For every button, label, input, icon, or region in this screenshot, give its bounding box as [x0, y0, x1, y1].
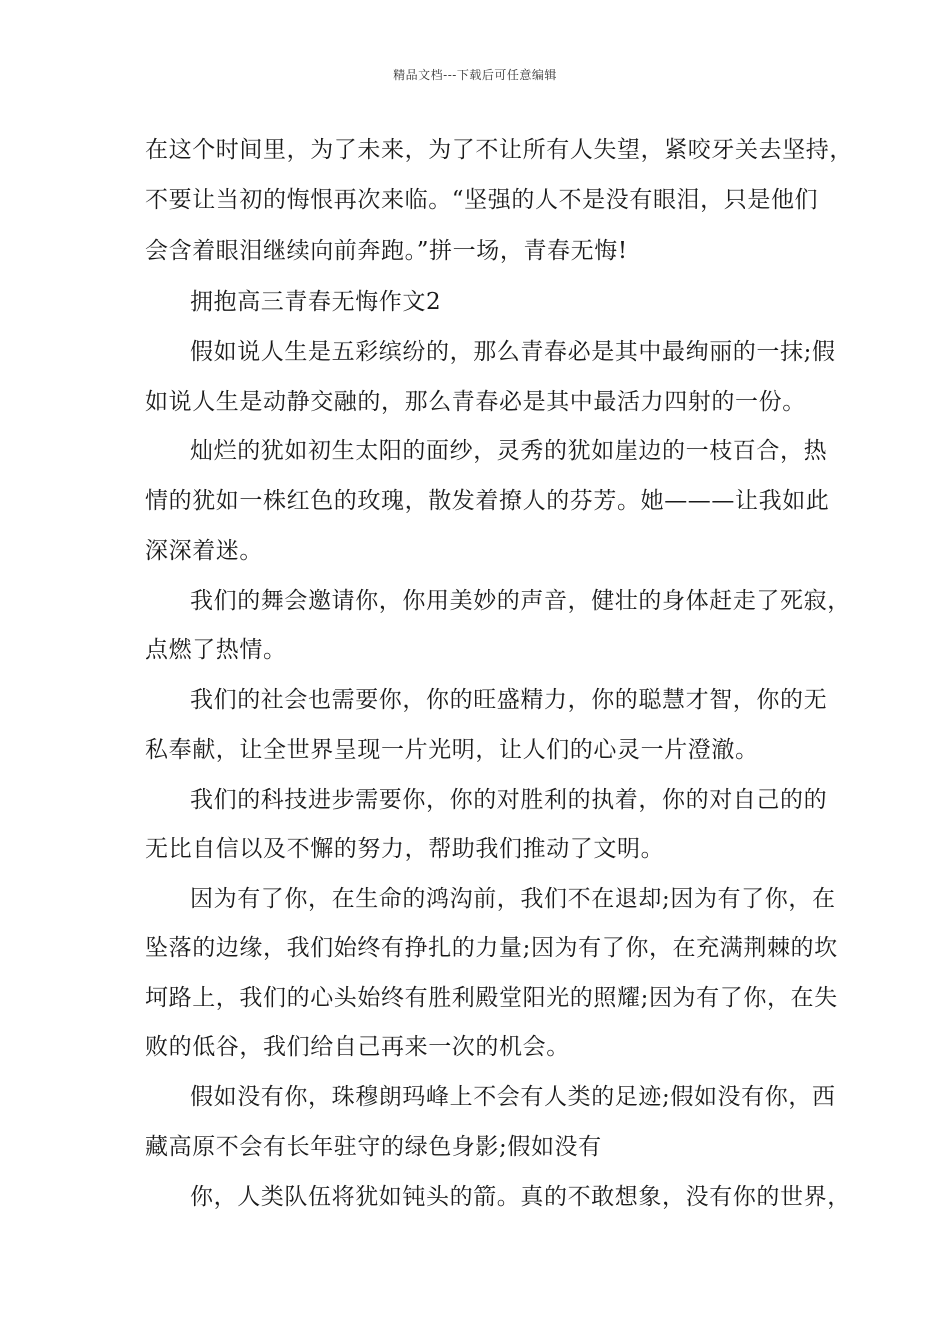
text-line: 私奉献，让全世界呈现一片光明，让人们的心灵一片澄澈。 — [145, 737, 759, 763]
text-line: 坠落的边缘，我们始终有挣扎的力量;因为有了你，在充满荆棘的坎 — [145, 935, 838, 961]
page-header: 精品文档---下载后可任意编辑 — [393, 68, 557, 82]
text-line: 情的犹如一株红色的玫瑰，散发着撩人的芬芳。她———让我如此 — [145, 488, 830, 514]
text-line: 不要让当初的悔恨再次来临。“坚强的人不是没有眼泪，只是他们 — [145, 187, 819, 213]
text-line: 会含着眼泪继续向前奔跑。”拼一场，青春无悔! — [145, 238, 628, 264]
text-line: 灿烂的犹如初生太阳的面纱，灵秀的犹如崖边的一枝百合，热 — [190, 438, 828, 464]
text-line: 我们的社会也需要你，你的旺盛精力，你的聪慧才智，你的无 — [190, 687, 828, 713]
text-line: 点燃了热情。 — [145, 637, 287, 663]
text-line: 你，人类队伍将犹如钝头的箭。真的不敢想象，没有你的世界， — [190, 1184, 851, 1210]
text-line: 无比自信以及不懈的努力，帮助我们推动了文明。 — [145, 836, 665, 862]
text-line: 如说人生是动静交融的，那么青春必是其中最活力四射的一份。 — [145, 389, 806, 415]
text-line: 我们的舞会邀请你，你用美妙的声音，健壮的身体赶走了死寂， — [190, 588, 851, 614]
section-title: 拥抱高三青春无悔作文2 — [190, 289, 442, 315]
text-line: 败的低谷，我们给自己再来一次的机会。 — [145, 1034, 570, 1060]
text-line: 我们的科技进步需要你，你的对胜利的执着，你的对自己的的 — [190, 787, 828, 813]
text-line: 坷路上，我们的心头始终有胜利殿堂阳光的照耀;因为有了你，在失 — [145, 985, 838, 1011]
text-line: 假如说人生是五彩缤纷的，那么青春必是其中最绚丽的一抹;假 — [190, 339, 836, 365]
text-line: 假如没有你，珠穆朗玛峰上不会有人类的足迹;假如没有你，西 — [190, 1084, 836, 1110]
text-line: 藏高原不会有长年驻守的绿色身影;假如没有 — [145, 1134, 602, 1160]
text-line: 在这个时间里，为了未来，为了不让所有人失望，紧咬牙关去坚持， — [145, 137, 853, 163]
text-line: 深深着迷。 — [145, 538, 263, 564]
text-line: 因为有了你，在生命的鸿沟前，我们不在退却;因为有了你，在 — [190, 886, 836, 912]
